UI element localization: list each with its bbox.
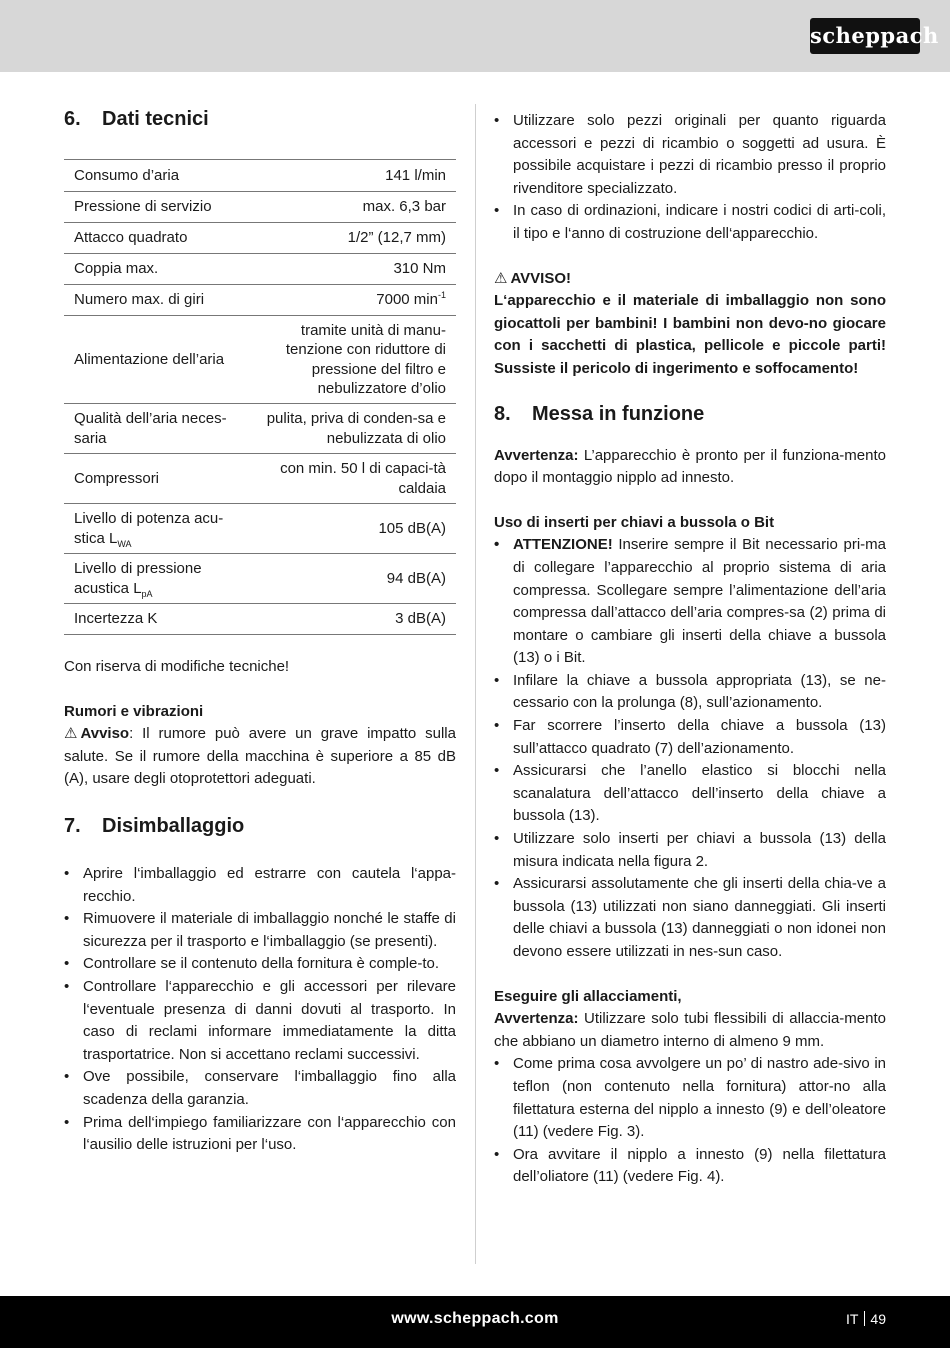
warning-title: ⚠ AVVISO! <box>494 268 886 291</box>
bullet-icon: • <box>494 202 500 220</box>
bullet-icon: • <box>494 717 500 735</box>
left-column <box>64 104 456 1157</box>
list-item: • Rimuovere il materiale di imballaggio nonché le staffe di sicurezza per il trasporto e l‘imballaggio (se presenti). <box>64 910 456 950</box>
page-header <box>0 0 950 72</box>
right-column <box>494 110 886 1189</box>
connections-note: Avvertenza: Utilizzare solo tubi flessibili di allaccia-mento che abbiano un diametro interno di almeno 9 mm. <box>494 1010 886 1050</box>
list-item: • Controllare l‘apparecchio e gli accessori per rilevare l‘eventuale presenza di danni dovuti al trasporto. In caso di reclami informare immediatamente la ditta trasportatrice. Non si accettano reclami successivi. <box>64 977 456 1063</box>
list-item: • Assicurarsi assolutamente che gli inserti della chia-ve a bussola (13) utilizzati non siano danneggiati. Gli inserti delle chiavi a bussola (13) danneggiati o non idonei non devono essere utilizzati in nes-sun caso. <box>494 875 886 960</box>
divider <box>864 1311 865 1326</box>
table-row: Compressori con min. 50 l di capaci-tà caldaia <box>64 454 456 504</box>
warning-triangle-icon: ⚠ <box>64 725 78 743</box>
bullet-icon: • <box>494 830 500 848</box>
bullet-icon: • <box>64 955 70 973</box>
bullet-icon: • <box>494 762 500 780</box>
section-7-heading: 7. Disimballaggio <box>64 814 245 837</box>
tech-data-table <box>64 159 456 635</box>
list-item: • Prima dell‘impiego familiarizzare con l‘apparecchio con l‘ausilio delle istruzioni per l‘uso. <box>64 1113 456 1154</box>
bullet-icon: • <box>64 1068 70 1086</box>
list-item: • Controllare se il contenuto della fornitura è comple-to. <box>64 953 456 976</box>
unpacking-list <box>64 863 456 1157</box>
table-row: Pressione di servizio max. 6,3 bar <box>64 192 456 223</box>
list-item: • Aprire l‘imballaggio ed estrarre con cautela l‘appa-recchio. <box>64 864 456 905</box>
table-row: Alimentazione dell’aria tramite unità di manu-tenzione con riduttore di pressione del filtro e nebulizzatore d’olio <box>64 316 456 404</box>
brand-logo: scheppach <box>810 18 920 54</box>
bullet-icon: • <box>494 112 500 129</box>
bullet-icon: • <box>494 536 500 554</box>
table-row: Numero max. di giri 7000 $\min^{-1}$ <box>64 285 456 316</box>
section-6-heading: 6. Dati tecnici <box>64 108 209 130</box>
column-divider <box>475 104 476 1264</box>
list-item: • Utilizzare solo pezzi originali per quanto riguarda accessori e pezzi di ricambio o soggetti ad usura. È possibile acquistare i pezzi di ricambio presso il proprio rivenditore specializzato. <box>494 112 886 197</box>
noise-title: Rumori e vibrazioni <box>64 702 204 720</box>
list-item: • Assicurarsi che l’anello elastico si blocchi nella scanalatura dell’attacco dell’inserto della chiave a bussola (13). <box>494 762 886 825</box>
reserve-note: Con riserva di modifiche tecniche! <box>64 658 290 675</box>
connections-list <box>494 1053 886 1189</box>
setup-note: Avvertenza: L’apparecchio è pronto per il funziona-mento dopo il montaggio nipplo ad innesto. <box>494 446 886 487</box>
spare-parts-list <box>494 110 886 246</box>
page-number: IT 49 <box>845 1311 886 1327</box>
list-item: • Come prima cosa avvolgere un po’ di nastro ade-sivo in teflon (non contenuto nella fornitura) attor-no alla filettatura esterna del nipplo a innesto (9) e dell’oleatore (11) (vedere Fig. 3). <box>494 1055 886 1141</box>
table-row: Livello di pressione acustica $L_{pA}$ 94 dB(A) <box>64 554 456 604</box>
bullet-icon: • <box>494 671 500 689</box>
warning-text: L‘apparecchio e il materiale di imballaggio non sono giocattoli per bambini! I bambini non devo-no giocare con i sacchetti di plastica, pellicole e piccole parti! Sussiste il pericolo di ingerimento e soffocamento! <box>494 292 886 377</box>
website-link[interactable]: www.scheppach.com <box>391 1310 559 1327</box>
list-item: • ATTENZIONE! Inserire sempre il Bit necessario pri-ma di collegare l’apparecchio al proprio sistema di aria compressa. Scollegare sempre l’alimentazione dell’aria compressa dall’attacco dell’aria compres-sa (2) prima di montare o cambiare gli inserti della chiave a bussola (13) o i Bit. <box>494 536 886 667</box>
bullet-icon: • <box>494 875 500 893</box>
bullet-icon: • <box>64 1113 70 1131</box>
table-row: Coppia max. 310 Nm <box>64 254 456 285</box>
bullet-icon: • <box>64 864 70 882</box>
list-item: • Far scorrere l’inserto della chiave a bussola (13) sull’attacco quadrato (7) dell’azionamento. <box>494 717 886 757</box>
list-item: • Ora avvitare il nipplo a innesto (9) nella filettatura dell’oliatore (11) (vedere Fig. 4). <box>494 1145 886 1186</box>
table-row: Consumo d’aria 141 l/min <box>64 160 456 192</box>
bullet-icon: • <box>64 977 70 995</box>
warning-triangle-icon: ⚠ <box>494 269 508 287</box>
table-row: Incertezza K 3 dB(A) <box>64 604 456 635</box>
section-8-heading: 8. Messa in funzione <box>494 402 705 425</box>
noise-warning: ⚠ Avviso: Il rumore può avere un grave impatto sulla salute. Se il rumore della macchina è superiore a 85 dB (A), usare degli otoprotettori adeguati. <box>64 725 456 788</box>
list-item: • Utilizzare solo inserti per chiavi a bussola (13) della misura indicata nella figura 2. <box>494 830 886 870</box>
bits-list <box>494 534 886 963</box>
page-footer <box>0 1296 950 1348</box>
list-item: • In caso di ordinazioni, indicare i nostri codici di arti-coli, il tipo e l‘anno di costruzione dell‘apparecchio. <box>494 202 886 242</box>
list-item: • Infilare la chiave a bussola appropriata (13), se ne-cessario con la prolunga (8), sull’azionamento. <box>494 671 886 712</box>
bullet-icon: • <box>64 910 70 928</box>
bullet-icon: • <box>494 1055 500 1073</box>
bits-title: Uso di inserti per chiavi a bussola o Bit <box>494 513 775 531</box>
bullet-icon: • <box>494 1145 500 1163</box>
list-item: • Ove possibile, conservare l‘imballaggio fino alla scadenza della garanzia. <box>64 1068 456 1108</box>
table-row: Attacco quadrato 1/2” (12,7 mm) <box>64 223 456 254</box>
table-row: Qualità dell’aria neces-saria pulita, priva di conden-sa e nebulizzata di olio <box>64 404 456 454</box>
table-row: Livello di potenza acu-stica $L_{WA}$ 105 dB(A) <box>64 504 456 554</box>
connections-title: Eseguire gli allacciamenti, <box>494 987 682 1005</box>
